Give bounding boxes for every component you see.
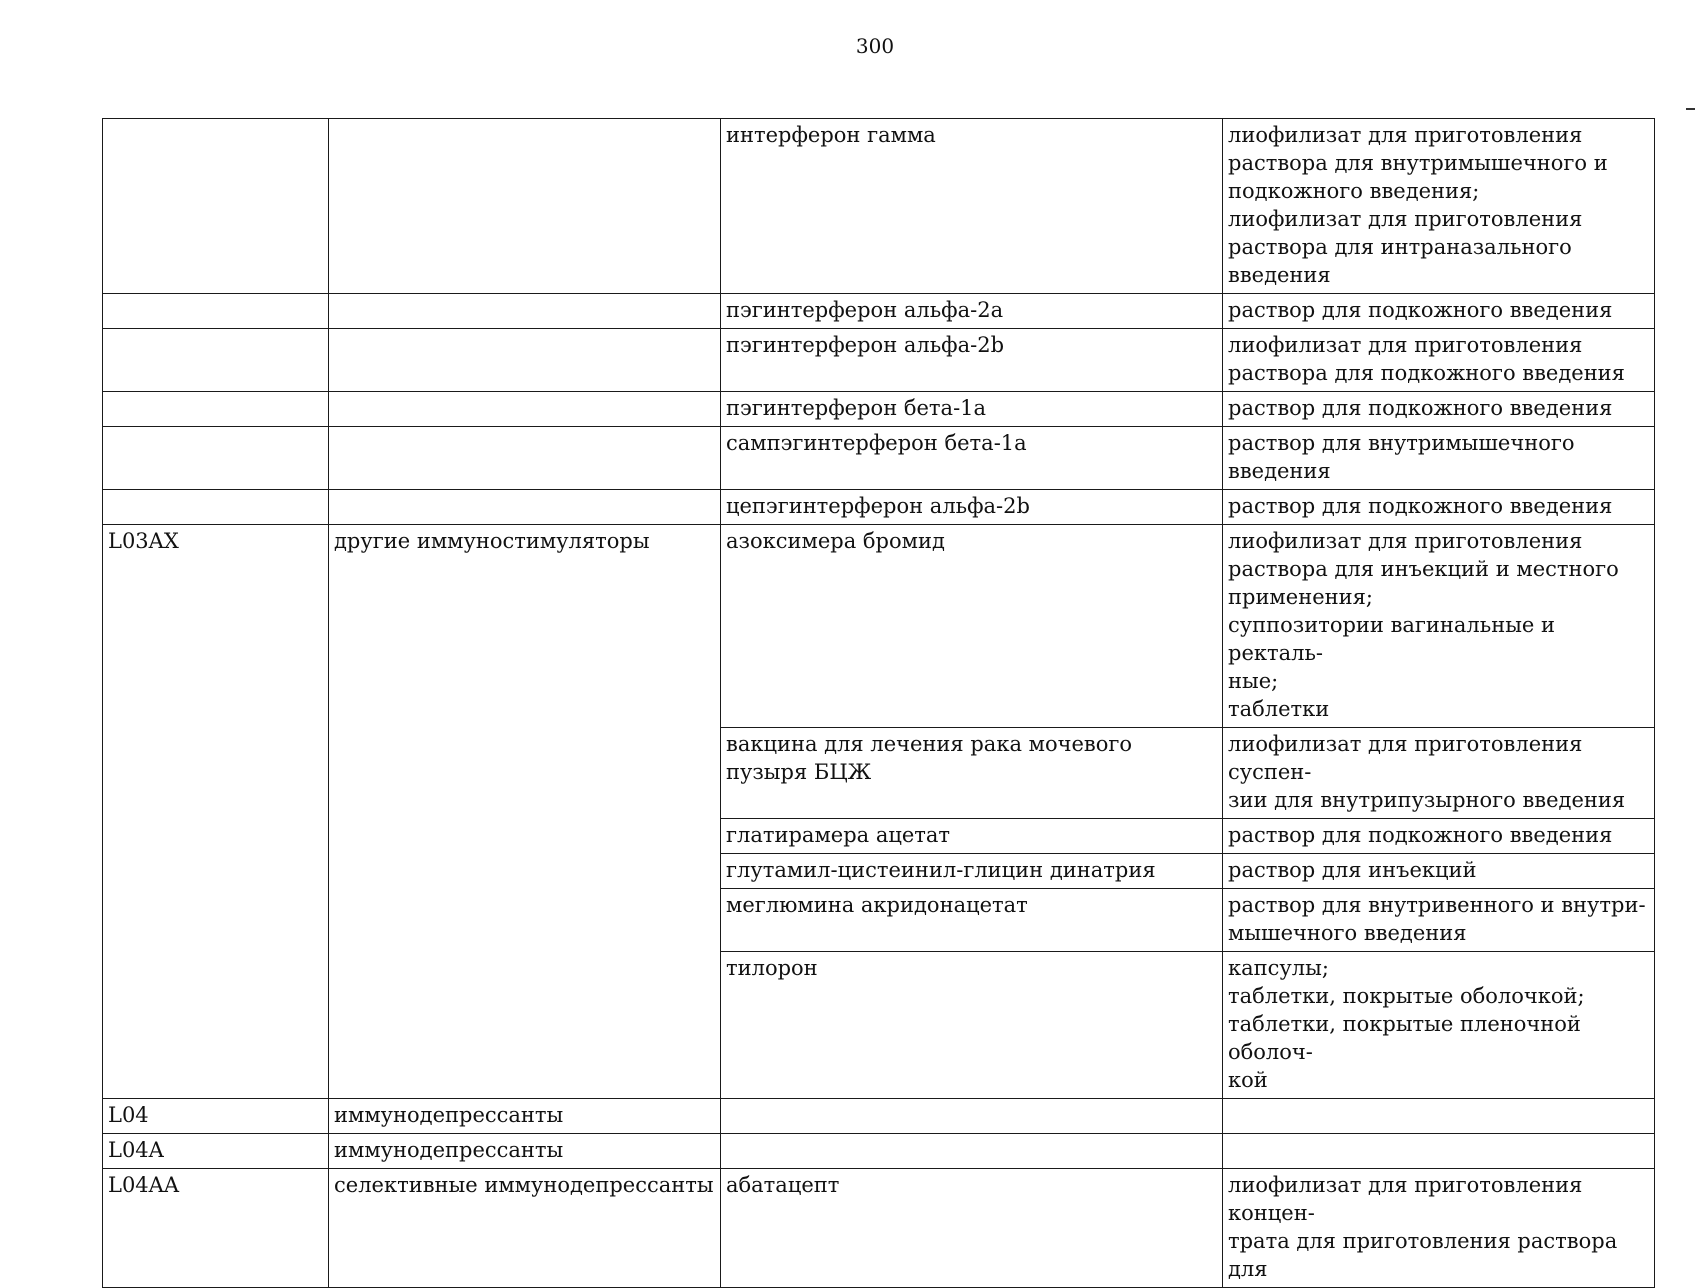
drug-name-cell: тилорон [721, 952, 1223, 1099]
drug-name-cell [721, 1134, 1223, 1169]
drug-name-cell: сампэгинтерферон бета-1а [721, 427, 1223, 490]
atc-code-cell: L04A [103, 1134, 329, 1169]
table-row [103, 392, 1655, 427]
dosage-form-cell: раствор для внутривенного и внутри- мышечного введения [1223, 889, 1655, 952]
medication-table [102, 118, 1655, 1288]
scan-mark [1686, 108, 1695, 110]
drug-name-cell: глатирамера ацетат [721, 819, 1223, 854]
group-name-cell [329, 294, 721, 329]
page-number: 300 [855, 34, 895, 58]
drug-name-cell: меглюмина акридонацетат [721, 889, 1223, 952]
dosage-form-cell: лиофилизат для приготовления раствора для внутримышечного и подкожного введения; лиофилизат для приготовления раствора для интраназального введения [1223, 119, 1655, 294]
dosage-form-cell: лиофилизат для приготовления суспен- зии для внутрипузырного введения [1223, 728, 1655, 819]
atc-code-cell [103, 490, 329, 525]
table-row [103, 427, 1655, 490]
group-name-cell [329, 392, 721, 427]
atc-code-cell: L04 [103, 1099, 329, 1134]
drug-name-cell: пэгинтерферон бета-1а [721, 392, 1223, 427]
table-row [103, 1099, 1655, 1134]
table-row [103, 1134, 1655, 1169]
dosage-form-cell [1223, 1134, 1655, 1169]
atc-code-cell [103, 329, 329, 392]
group-name-cell: иммунодепрессанты [329, 1099, 721, 1134]
atc-code-cell [103, 392, 329, 427]
drug-name-cell: азоксимера бромид [721, 525, 1223, 728]
table-row [103, 119, 1655, 294]
drug-name-cell: пэгинтерферон альфа-2а [721, 294, 1223, 329]
group-name-cell [329, 329, 721, 392]
group-name-cell [329, 490, 721, 525]
dosage-form-cell: лиофилизат для приготовления концен- трата для приготовления раствора для [1223, 1169, 1655, 1288]
atc-code-cell [103, 119, 329, 294]
table-row [103, 525, 1655, 728]
dosage-form-cell: раствор для инъекций [1223, 854, 1655, 889]
atc-code-cell [103, 427, 329, 490]
dosage-form-cell: лиофилизат для приготовления раствора для инъекций и местного применения; суппозитории вагинальные и ректаль- ные; таблетки [1223, 525, 1655, 728]
dosage-form-cell: капсулы; таблетки, покрытые оболочкой; таблетки, покрытые пленочной оболоч- кой [1223, 952, 1655, 1099]
atc-code-cell: L03AX [103, 525, 329, 1099]
dosage-form-cell: лиофилизат для приготовления раствора для подкожного введения [1223, 329, 1655, 392]
drug-name-cell: абатацепт [721, 1169, 1223, 1288]
table-row [103, 329, 1655, 392]
dosage-form-cell: раствор для подкожного введения [1223, 819, 1655, 854]
group-name-cell [329, 427, 721, 490]
table-row [103, 1169, 1655, 1288]
drug-name-cell: пэгинтерферон альфа-2b [721, 329, 1223, 392]
dosage-form-cell: раствор для подкожного введения [1223, 294, 1655, 329]
dosage-form-cell: раствор для подкожного введения [1223, 392, 1655, 427]
table-row [103, 490, 1655, 525]
atc-code-cell [103, 294, 329, 329]
table-row [103, 294, 1655, 329]
group-name-cell: другие иммуностимуляторы [329, 525, 721, 1099]
drug-name-cell: цепэгинтерферон альфа-2b [721, 490, 1223, 525]
drug-name-cell: вакцина для лечения рака мочевого пузыря БЦЖ [721, 728, 1223, 819]
drug-name-cell: интерферон гамма [721, 119, 1223, 294]
dosage-form-cell: раствор для внутримышечного введения [1223, 427, 1655, 490]
drug-name-cell: глутамил-цистеинил-глицин динатрия [721, 854, 1223, 889]
group-name-cell: иммунодепрессанты [329, 1134, 721, 1169]
drug-name-cell [721, 1099, 1223, 1134]
dosage-form-cell: раствор для подкожного введения [1223, 490, 1655, 525]
group-name-cell: селективные иммунодепрессанты [329, 1169, 721, 1288]
group-name-cell [329, 119, 721, 294]
atc-code-cell: L04AA [103, 1169, 329, 1288]
dosage-form-cell [1223, 1099, 1655, 1134]
